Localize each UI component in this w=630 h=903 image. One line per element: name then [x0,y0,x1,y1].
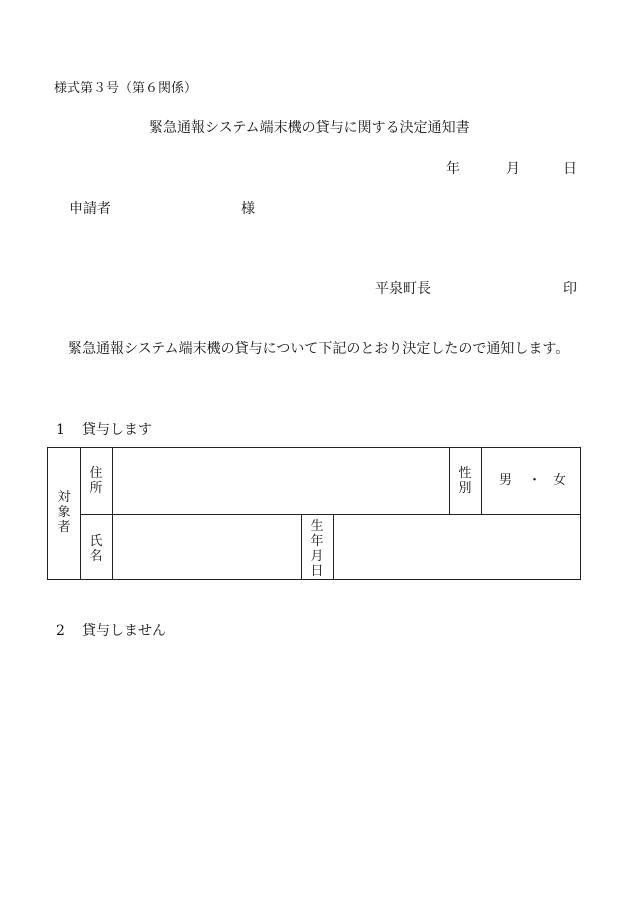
date-year-label: 年 [446,161,460,177]
divider-sex-right [481,448,482,514]
divider-birth-left [301,514,302,580]
date-day-label: 日 [563,161,577,177]
issuer-name: 平泉町長 [375,281,431,297]
sex-option-separator: ・ [528,473,542,488]
sex-label: 性 別 [458,466,472,496]
seal-label: 印 [563,281,577,297]
applicant-honorific: 様 [241,201,255,217]
divider-sex-left [449,448,450,514]
birthdate-field[interactable] [334,515,581,580]
item1-text: 貸与します [82,422,152,438]
sex-option-male[interactable]: 男 [499,473,513,488]
address-field[interactable] [113,448,449,514]
item2-text: 貸与しません [82,623,166,639]
address-label: 住 所 [89,466,103,496]
name-label: 氏 名 [89,534,103,564]
item2-number: 2 [56,623,65,639]
name-field[interactable] [113,515,301,580]
item1-number: 1 [56,422,65,438]
subject-label: 対 象 者 [57,490,71,535]
body-text: 緊急通報システム端末機の貸与について下記のとおり決定したので通知します。 [68,341,570,357]
applicant-label: 申請者 [69,201,111,217]
birthdate-label: 生 年 月 日 [310,519,324,579]
date-month-label: 月 [506,161,520,177]
sex-option-female[interactable]: 女 [553,473,567,488]
form-number: 様式第３号（第６関係） [54,81,198,96]
document-title: 緊急通報システム端末機の貸与に関する決定通知書 [149,120,470,136]
subject-table [47,447,581,580]
